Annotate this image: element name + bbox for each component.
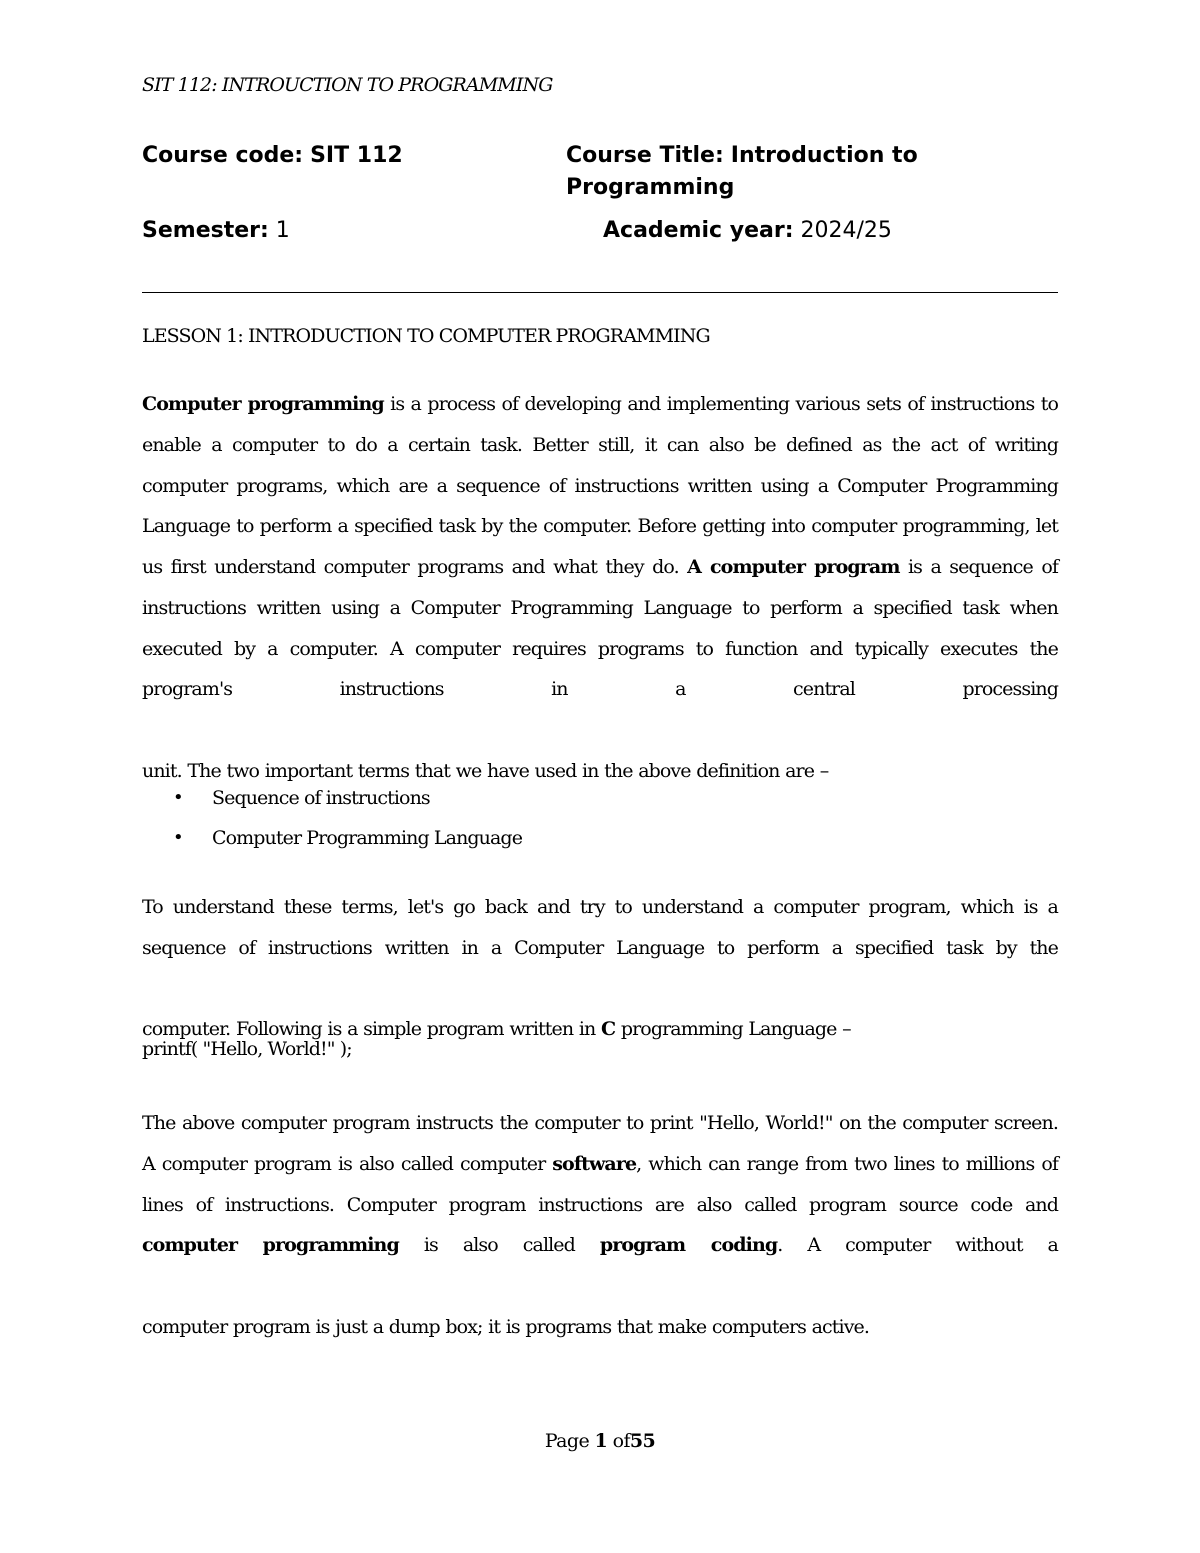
paragraph-definition: [142, 384, 1059, 782]
course-code-value: SIT 112: [310, 143, 403, 168]
semester-value: 1: [275, 218, 290, 243]
term-computer-programming: Computer programming: [142, 393, 384, 415]
paragraph-text: is also called: [398, 1234, 600, 1257]
page-footer: [0, 1430, 1200, 1452]
paragraph-text: , which can range from two lines to millions of lines of instructions. Computer program instructions are also called program source code and: [142, 1152, 1058, 1216]
paragraph-last-line: computer program is just a dump box; it is programs that make computers active.: [142, 1315, 870, 1338]
page-number: 1: [594, 1430, 608, 1452]
term-software: software: [552, 1152, 637, 1175]
horizontal-divider: [142, 292, 1058, 293]
course-code: [142, 140, 403, 172]
course-title-label: Course Title:: [566, 143, 724, 168]
course-title-value-line2: Programming: [566, 175, 735, 200]
paragraph-text: The above computer program instructs the computer to print "Hello, World!" on the computer screen. A computer program is also called computer: [142, 1112, 1058, 1175]
bullet-icon: •: [173, 787, 183, 808]
lesson-title: LESSON 1: INTRODUCTION TO COMPUTER PROGRAMMING: [142, 325, 710, 347]
list-item: [142, 778, 522, 818]
paragraph-text: is a process of developing and implementing various sets of instructions to enable a computer to do a certain task. Better still, it can also be defined as the act of writing computer programs, which are a sequence of instructions written using a Computer Programming Language to perform a specified task by the computer. Before getting into computer programming, let us first understand computer programs and what they do.: [142, 393, 1059, 578]
semester-label: Semester:: [142, 218, 269, 243]
bullet-list: [142, 778, 522, 858]
paragraph-text: is a sequence of instructions written using a Computer Programming Language to perform a specified task when executed by a computer. A computer requires programs to function and typically executes the program's instructions in a central processing: [142, 556, 1058, 701]
paragraph-last-line: unit. The two important terms that we have used in the above definition are –: [142, 759, 829, 782]
paragraph-text: To understand these terms, let's go back and try to understand a computer program, which is a sequence of instructions written in a Computer Language to perform a specified task by the: [142, 896, 1058, 959]
course-title: [566, 140, 918, 204]
total-pages: 55: [629, 1430, 656, 1452]
term-computer-program: A computer program: [687, 556, 900, 578]
of-label: of: [612, 1430, 630, 1452]
term-computer-programming: computer programming: [142, 1234, 399, 1257]
paragraph-explanation: [142, 887, 1058, 1041]
bullet-icon: •: [173, 827, 183, 848]
paragraph-text: . A computer without a: [777, 1234, 1058, 1257]
academic-year-value: 2024/25: [800, 218, 892, 243]
list-item-text: Computer Programming Language: [212, 827, 523, 849]
paragraph-last-line: computer. Following is a simple program written in C programming Language –: [142, 1018, 851, 1041]
term-program-coding: program coding: [599, 1234, 778, 1257]
semester: [142, 215, 290, 247]
running-header: SIT 112: INTROUCTION TO PROGRAMMING: [142, 74, 553, 96]
term-c-language: C: [600, 1018, 616, 1041]
list-item-text: Sequence of instructions: [212, 787, 430, 809]
code-example: printf( "Hello, World!" );: [142, 1038, 352, 1060]
list-item: [142, 818, 522, 858]
course-title-value-line1: Introduction to: [730, 143, 918, 168]
academic-year: [603, 215, 892, 247]
academic-year-label: Academic year:: [603, 218, 794, 243]
course-code-label: Course code:: [142, 143, 304, 168]
paragraph-software: [142, 1103, 1058, 1338]
page-label: Page: [544, 1430, 590, 1452]
